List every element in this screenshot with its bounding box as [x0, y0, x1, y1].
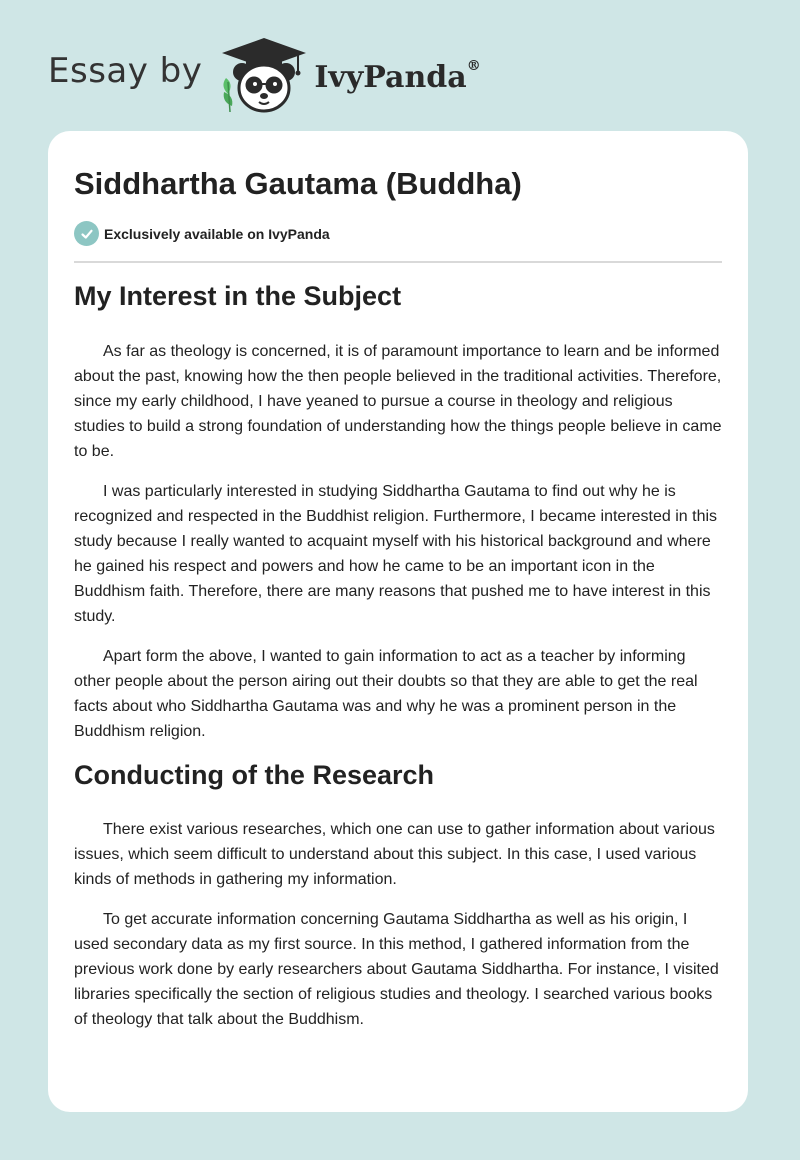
section-heading: Conducting of the Research — [74, 760, 435, 790]
essay-content — [74, 281, 724, 1047]
essay-title: Siddhartha Gautama (Buddha) — [74, 166, 522, 201]
registered-mark: ® — [466, 57, 481, 74]
section-interest — [74, 281, 724, 744]
paragraph: As far as theology is concerned, it is of paramount importance to learn and be informed about the past, knowing how the then people believed in the traditional activities. Therefore, since my early childhood, I have yeaned to pursue a course in theology and religious studies to build a strong foundation of understanding how the things people believe in came to be. — [74, 343, 722, 460]
paragraph: I was particularly interested in studying Siddhartha Gautama to find out why he is recognized and respected in the Buddhist religion. Furthermore, I became interested in this study because I really wanted to acquaint myself with his historical background and where he gained his respect and powers and how he came to be an important icon in the Buddhism faith. Therefore, there are many reasons that pushed me to have interest in this study. — [74, 483, 718, 625]
exclusive-badge — [74, 221, 330, 246]
paragraph: There exist various researches, which one can use to gather information about various issues, which seem difficult to understand about this subject. In this case, I used various kinds of methods in gathering my information. — [74, 821, 715, 888]
essay-card — [48, 131, 748, 1112]
brand-name-text: IvyPanda — [314, 59, 467, 95]
section-research — [74, 760, 724, 1032]
exclusive-badge-text: Exclusively available on IvyPanda — [104, 225, 330, 242]
check-circle-icon — [74, 221, 99, 246]
panda-graduate-logo-icon[interactable] — [218, 36, 310, 116]
paragraph: To get accurate information concerning Gautama Siddhartha as well as his origin, I used secondary data as my first source. In this method, I gathered information from the previous work done by early researchers about Gautama Siddhartha. For instance, I visited libraries specifically the section of religious studies and theology. I searched various books of theology that talk about the Buddhism. — [74, 911, 719, 1028]
brand-name[interactable] — [314, 57, 481, 95]
paragraph: Apart form the above, I wanted to gain information to act as a teacher by informing other people about the person airing out their doubts so that they are able to get the real facts about who Siddhartha Gautama was and why he was a prominent person in the Buddhism religion. — [74, 648, 698, 740]
site-header — [48, 36, 481, 116]
essay-by-label: Essay by — [48, 51, 203, 91]
title-divider — [74, 261, 722, 263]
section-heading: My Interest in the Subject — [74, 281, 402, 311]
